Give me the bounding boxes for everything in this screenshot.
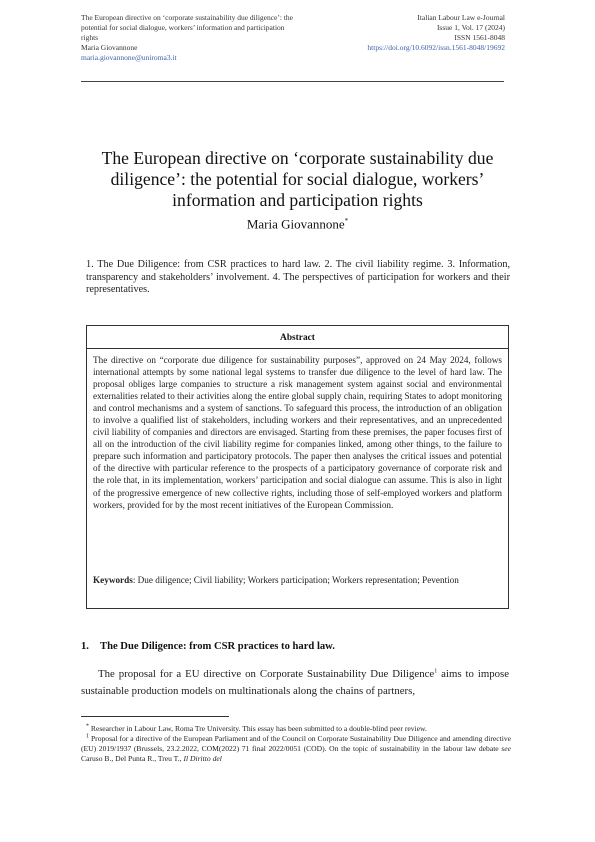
paragraph-text-end: aims to impose sustainable production models on multinationals along the chains of partners, — [81, 668, 510, 697]
journal-issn: ISSN 1561-8048 — [454, 33, 505, 42]
footnote-1-see: see — [501, 744, 511, 754]
abstract-box — [86, 325, 509, 609]
footnote-1-mark: 1 — [86, 733, 89, 740]
abstract-heading: Abstract — [280, 333, 315, 343]
header-author: Maria Giovannone — [81, 43, 138, 52]
abstract-divider — [87, 348, 508, 349]
journal-name: Italian Labour Law e-Journal — [417, 13, 505, 22]
section-heading — [81, 641, 501, 652]
footnote-1-work-title: Il Diritto del — [183, 754, 222, 764]
footnote-1-authors: Caruso B., Del Punta R., Treu T., — [81, 754, 184, 764]
abstract-text: The directive on “corporate due diligence for sustainability purposes”, approved on 24 May 2024, follows international attempts by some national legal systems to transfer due diligence to the level of hard law. The proposal obliges large companies to structure a risk management system against social and environmental externalities related to their activities along the entire global supply chain, requiring States to adopt monitoring and control mechanisms and a system of sanctions. To safeguard this process, the introduction of an obligation to involve a qualified list of stakeholders, including workers and their representatives, and an unprecedented civil liability of companies and directors are envisaged. Starting from these premises, the paper focuses first of all on the introduction of the civil liability regime for companies linked, among other things, to the failure to prepare such information and participatory protocols. The paper then analyses the critical issues and potential of the directive with particular reference to the prospects of a participatory governance of corporate risk and the role that, in its implementation, workers’ participation and social dialogue can assume. This is also in light of the progressive emergence of new collective rights, including those of self-employed workers and platform workers, provided for by the most recent initiatives of the European Commission. — [93, 355, 502, 510]
running-header-right — [285, 13, 505, 53]
journal-issue: Issue 1, Vol. 17 (2024) — [436, 23, 505, 32]
footnote-ref-1[interactable]: 1 — [434, 668, 438, 675]
keywords-list: : Due diligence; Civil liability; Workers participation; Workers representation; Pevention — [132, 575, 459, 585]
paper-title: The European directive on ‘corporate sustainability due diligence’: the potential for social dialogue, workers’ information and participation rights — [101, 148, 494, 210]
keywords — [93, 574, 502, 586]
author-name: Maria Giovannone — [246, 216, 345, 232]
footnote-1-text: Proposal for a directive of the European Parliament and of the Council on Corporate Sustainability Due Diligence and amending directive (EU) 2019/1937 (Brussels, 23.2.2022, COM(2022) 71 final 2022/0051 (COD). On the topic of sustainability in the labour law debate — [81, 734, 511, 754]
author-footnote-mark[interactable]: * — [344, 217, 349, 225]
doi-link[interactable]: https://doi.org/10.6092/issn.1561-8048/19692 — [367, 43, 505, 52]
header-divider — [81, 81, 504, 82]
paper-author — [70, 213, 525, 232]
header-title-line-3: rights — [81, 33, 99, 42]
keywords-label: Keywords — [93, 575, 133, 585]
footnote-divider — [81, 716, 229, 717]
paragraph-text-start: The proposal for a EU directive on Corporate Sustainability Due Diligence — [98, 668, 435, 680]
body-paragraph — [81, 666, 509, 699]
section-title: The Due Diligence: from CSR practices to hard law. — [100, 641, 335, 652]
footnote-star-mark: * — [86, 723, 89, 730]
footnote-1 — [81, 734, 511, 764]
author-email-link[interactable]: maria.giovannone@uniroma3.it — [81, 53, 177, 62]
footnote-star — [81, 724, 511, 734]
footnote-star-text: Researcher in Labour Law, Roma Tre University. This essay has been submitted to a double-blind peer review. — [89, 724, 427, 733]
table-of-contents: 1. The Due Diligence: from CSR practices to hard law. 2. The civil liability regime. 3. Information, transparency and stakeholders’ involvement. 4. The perspectives of participation for workers and their representatives. — [86, 259, 510, 295]
section-number: 1. — [81, 641, 89, 652]
header-title-line-2: potential for social dialogue, workers’ information and participation — [81, 23, 285, 32]
header-title-line-1: The European directive on ‘corporate sustainability due diligence’: the — [81, 13, 294, 22]
